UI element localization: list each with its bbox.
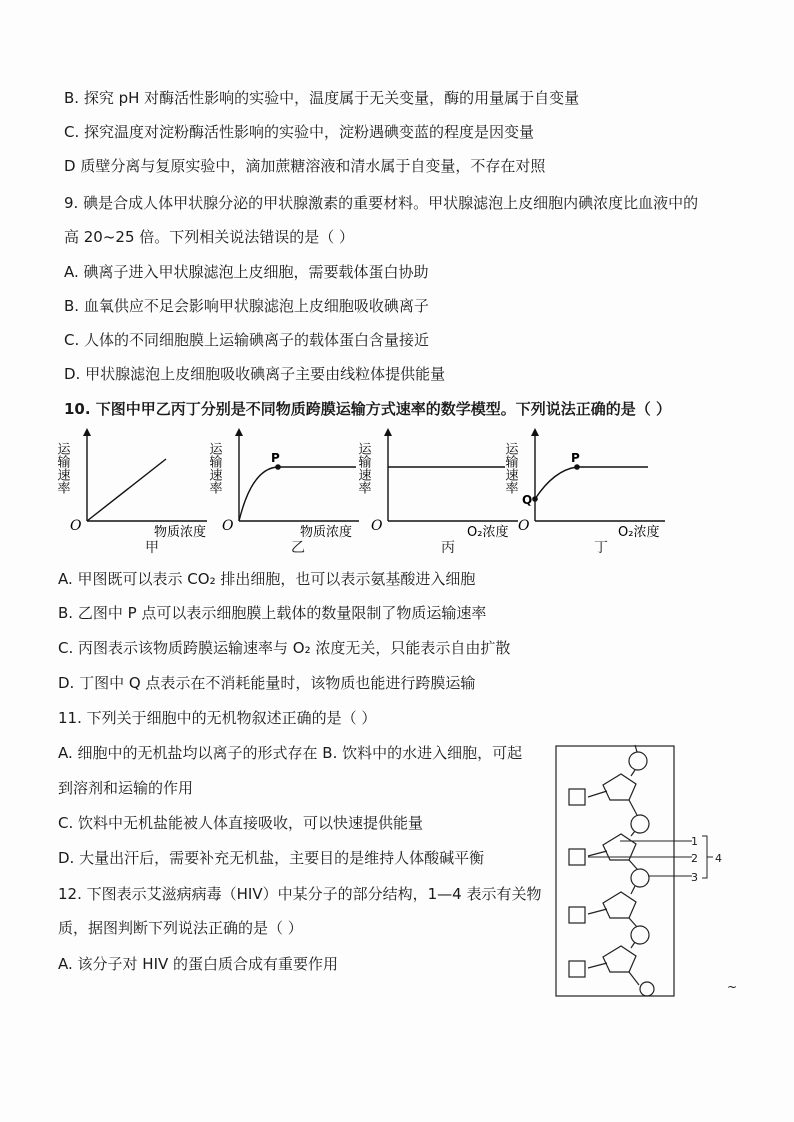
graph-yi-origin: O	[222, 518, 234, 534]
graph-ding-curve	[535, 467, 648, 499]
graph-ding-xlabel: O₂浓度	[618, 525, 660, 540]
base-square	[569, 849, 585, 865]
base-square	[569, 907, 585, 923]
q9-stem-cont: 高 20~25 倍。下列相关说法错误的是（ ）	[64, 228, 355, 246]
rna-label-leaders	[600, 830, 730, 890]
graph-ding-ylabel: 运输速率	[502, 442, 518, 494]
rna-label-1: 1	[691, 835, 698, 848]
q11-option-d: D. 大量出汗后，需要补充无机盐，主要目的是维持人体酸碱平衡	[58, 849, 485, 867]
q9-option-b: B. 血氧供应不足会影响甲状腺滤泡上皮细胞吸收碘离子	[64, 297, 429, 315]
q8-option-c: C. 探究温度对淀粉酶活性影响的实验中，淀粉遇碘变蓝的程度是因变量	[64, 123, 535, 141]
graph-bing-xlabel: O₂浓度	[467, 525, 509, 540]
q12-stem-cont: 质，据图判断下列说法正确的是（ ）	[58, 919, 303, 937]
graph-ding-origin: O	[518, 518, 530, 534]
pentose-sugar	[603, 892, 636, 918]
graph-bing-origin: O	[371, 518, 383, 534]
pentose-sugar	[603, 946, 636, 972]
rna-label-3: 3	[691, 871, 698, 884]
base-square	[569, 961, 585, 977]
graph-ding-point-label: P	[571, 451, 580, 465]
rna-label-4: 4	[715, 852, 722, 865]
graph-ding-point-p	[574, 464, 580, 470]
q10-option-c: C. 丙图表示该物质跨膜运输速率与 O₂ 浓度无关，只能表示自由扩散	[58, 639, 511, 657]
q12-stem: 12. 下图表示艾滋病病毒（HIV）中某分子的部分结构，1—4 表示有关物	[58, 885, 542, 903]
q10-option-a: A. 甲图既可以表示 CO₂ 排出细胞，也可以表示氨基酸进入细胞	[58, 570, 476, 588]
phosphate-circle	[631, 926, 649, 944]
graph-yi-svg	[206, 426, 364, 540]
graph-yi-point-p	[275, 464, 281, 470]
rna-label-2: 2	[691, 852, 698, 865]
phosphate-circle	[640, 982, 654, 996]
q8-option-b: B. 探究 pH 对酶活性影响的实验中，温度属于无关变量，酶的用量属于自变量	[64, 89, 580, 107]
q9-option-c: C. 人体的不同细胞膜上运输碘离子的载体蛋白含量接近	[64, 331, 430, 349]
graph-ding-svg	[502, 426, 670, 540]
graph-yi-ylabel: 运输速率	[206, 442, 222, 494]
graph-ding-caption: 丁	[594, 540, 608, 556]
graph-yi-xlabel: 物质浓度	[300, 525, 353, 540]
q8-option-d: D 质壁分离与复原实验中，滴加蔗糖溶液和清水属于自变量，不存在对照	[64, 157, 546, 175]
q11-option-b-cont: 到溶剂和运输的作用	[58, 779, 194, 797]
pentose-sugar	[603, 774, 636, 800]
graph-yi-curve	[239, 467, 356, 521]
q12-option-a: A. 该分子对 HIV 的蛋白质合成有重要作用	[58, 955, 339, 973]
graph-ding	[502, 426, 670, 540]
graph-jia	[54, 426, 212, 540]
stray-mark: ~	[727, 980, 738, 994]
graph-bing-caption: 丙	[441, 540, 455, 556]
graph-bing-svg	[355, 426, 523, 540]
graph-ding-point-q	[532, 496, 538, 502]
phosphate-circle	[629, 752, 647, 770]
q10-option-b: B. 乙图中 P 点可以表示细胞膜上载体的数量限制了物质运输速率	[58, 604, 487, 622]
q9-stem: 9. 碘是合成人体甲状腺分泌的甲状腺激素的重要材料。甲状腺滤泡上皮细胞内碘浓度比血液中的	[64, 194, 699, 212]
q11-option-c: C. 饮料中无机盐能被人体直接吸收，可以快速提供能量	[58, 814, 424, 832]
base-square	[569, 789, 585, 805]
graph-jia-caption: 甲	[145, 540, 159, 556]
graph-bing-ylabel: 运输速率	[355, 442, 371, 494]
graph-yi-caption: 乙	[291, 540, 305, 556]
q11-stem: 11. 下列关于细胞中的无机物叙述正确的是（ ）	[58, 709, 377, 727]
graph-jia-xlabel: 物质浓度	[154, 525, 207, 540]
graph-jia-origin: O	[70, 518, 82, 534]
graph-jia-curve	[87, 459, 166, 521]
q9-option-a: A. 碘离子进入甲状腺滤泡上皮细胞，需要载体蛋白协助	[64, 263, 429, 281]
graph-yi-point-label: P	[271, 451, 280, 465]
q11-option-ab: A. 细胞中的无机盐均以离子的形式存在 B. 饮料中的水进入细胞，可起	[58, 744, 523, 762]
q10-stem: 10. 下图中甲乙丙丁分别是不同物质跨膜运输方式速率的数学模型。下列说法正确的是（ ）	[64, 400, 672, 418]
graph-jia-ylabel: 运输速率	[54, 442, 70, 494]
graph-yi	[206, 426, 364, 540]
q9-option-d: D. 甲状腺滤泡上皮细胞吸收碘离子主要由线粒体提供能量	[64, 365, 446, 383]
graph-jia-svg	[54, 426, 212, 540]
graph-ding-point-label-q: Q	[522, 493, 533, 507]
q10-option-d: D. 丁图中 Q 点表示在不消耗能量时，该物质也能进行跨膜运输	[58, 674, 476, 692]
graph-bing	[355, 426, 523, 540]
